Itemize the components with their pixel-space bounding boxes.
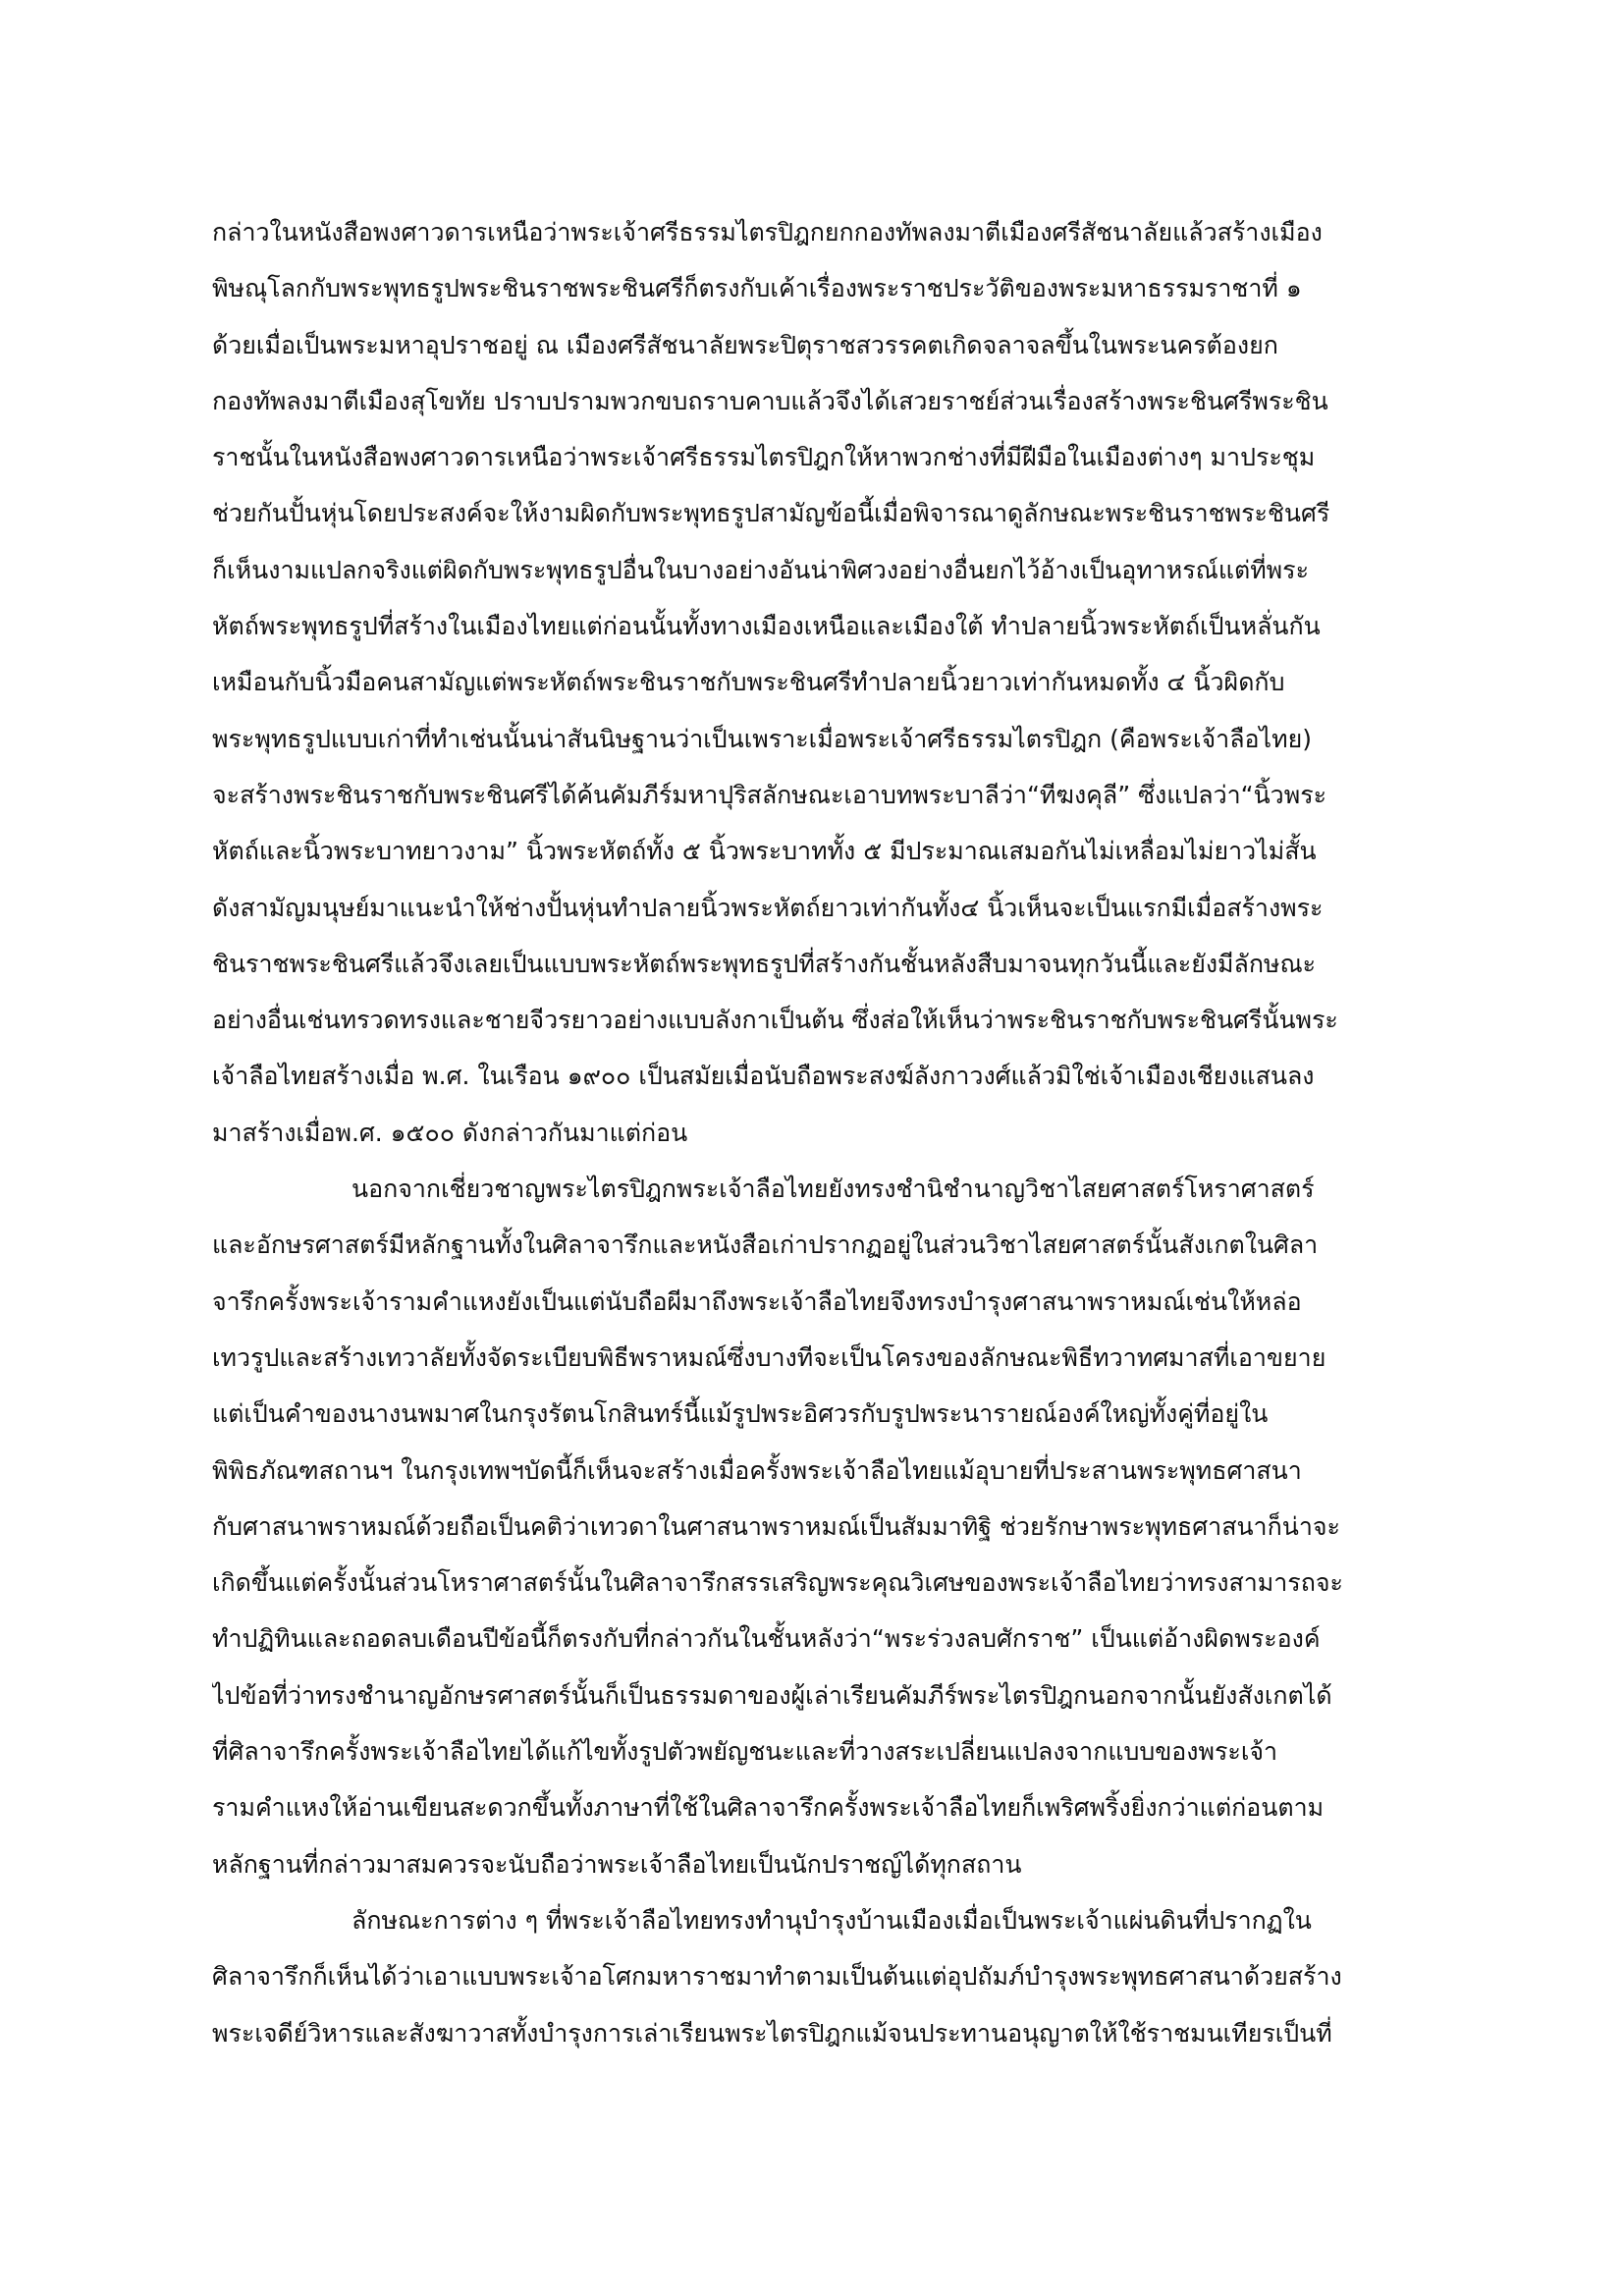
text-line: พระเจดีย์วิหารและสังฆาวาสทั้งบำรุงการเล่าเรียนพระไตรปิฎกแม้จนประทานอนุญาตให้ใช้ราชมนเทียรเป็นที่ — [212, 2018, 1332, 2048]
text-line: เหมือนกับนิ้วมือคนสามัญแต่พระหัตถ์พระชินราชกับพระชินศรีทำปลายนิ้วยาวเท่ากันหมดทั้ง ๔ นิ้วผิดกับ — [212, 668, 1285, 697]
text-line: ทำปฏิทินและถอดลบเดือนปีข้อนี้ก็ตรงกับที่กล่าวกันในชั้นหลังว่า“พระร่วงลบศักราช” เป็นแต่อ้างผิดพระองค์ — [212, 1624, 1321, 1654]
text-line: ดังสามัญมนุษย์มาแนะนำให้ช่างปั้นหุ่นทำปลายนิ้วพระหัตถ์ยาวเท่ากันทั้ง๔ นิ้วเห็นจะเป็นแรกมีเมื่อสร้างพระ — [212, 893, 1324, 922]
text-line: หัตถ์พระพุทธรูปที่สร้างในเมืองไทยแต่ก่อนนั้นทั้งทางเมืองเหนือและเมืองใต้ ทำปลายนิ้วพระหัตถ์เป็นหลั่นกัน — [212, 612, 1321, 641]
text-line: แต่เป็นคำของนางนพมาศในกรุงรัตนโกสินทร์นี้แม้รูปพระอิศวรกับรูปพระนารายณ์องค์ใหญ่ทั้งคู่ที่อยู่ใน — [212, 1399, 1269, 1429]
text-line: ก็เห็นงามแปลกจริงแต่ผิดกับพระพุทธรูปอื่นในบางอย่างอันน่าพิศวงอย่างอื่นยกไว้อ้างเป็นอุทาหรณ์แต่ที่พระ — [212, 555, 1310, 584]
text-line: ไปข้อที่ว่าทรงชำนาญอักษรศาสตร์นั้นก็เป็นธรรมดาของผู้เล่าเรียนคัมภีร์พระไตรปิฎกนอกจากนั้นยังสังเกตได้ — [212, 1680, 1332, 1710]
text-line: อย่างอื่นเช่นทรวดทรงและชายจีวรยาวอย่างแบบลังกาเป็นต้น ซึ่งส่อให้เห็นว่าพระชินราชกับพระชินศรีนั้นพระ — [212, 1006, 1338, 1035]
text-line: ช่วยกันปั้นหุ่นโดยประสงค์จะให้งามผิดกับพระพุทธรูปสามัญข้อนี้เมื่อพิจารณาดูลักษณะพระชินราชพระชินศรี — [212, 499, 1330, 528]
text-line: พิพิธภัณฑสถานฯ ในกรุงเทพฯบัดนี้ก็เห็นจะสร้างเมื่อครั้งพระเจ้าลือไทยแม้อุบายที่ประสานพระพุทธศาสนา — [212, 1455, 1302, 1485]
text-line: กองทัพลงมาตีเมืองสุโขทัย ปราบปรามพวกขบถราบคาบแล้วจึงได้เสวยราชย์ส่วนเรื่องสร้างพระชินศรีพระชิน — [212, 386, 1328, 415]
text-line: เทวรูปและสร้างเทวาลัยทั้งจัดระเบียบพิธีพราหมณ์ซึ่งบางทีจะเป็นโครงของลักษณะพิธีทวาทศมาสที่เอาขยาย — [212, 1342, 1326, 1372]
text-line: พิษณุโลกกับพระพุทธรูปพระชินราชพระชินศรีก็ตรงกับเค้าเรื่องพระราชประวัติของพระมหาธรรมราชาที่ ๑ — [212, 274, 1302, 303]
text-line: กับศาสนาพราหมณ์ด้วยถือเป็นคติว่าเทวดาในศาสนาพราหมณ์เป็นสัมมาทิฐิ ช่วยรักษาพระพุทธศาสนาก็น่าจะ — [212, 1511, 1340, 1541]
text-line: จารึกครั้งพระเจ้ารามคำแหงยังเป็นแต่นับถือผีมาถึงพระเจ้าลือไทยจึงทรงบำรุงศาสนาพราหมณ์เช่นให้หล่อ — [212, 1286, 1302, 1316]
text-line: ราชนั้นในหนังสือพงศาวดารเหนือว่าพระเจ้าศรีธรรมไตรปิฎกให้หาพวกช่างที่มีฝีมือในเมืองต่างๆ มาประชุม — [212, 443, 1316, 472]
text-line: เจ้าลือไทยสร้างเมื่อ พ.ศ. ในเรือน ๑๙๐๐ เป็นสมัยเมื่อนับถือพระสงฆ์ลังกาวงศ์แล้วมิใช่เจ้าเมืองเชียงแสนลง — [212, 1062, 1315, 1091]
text-line: ชินราชพระชินศรีแล้วจึงเลยเป็นแบบพระหัตถ์พระพุทธรูปที่สร้างกันชั้นหลังสืบมาจนทุกวันนี้และยังมีลักษณะ — [212, 949, 1317, 978]
text-line: มาสร้างเมื่อพ.ศ. ๑๕๐๐ ดังกล่าวกันมาแต่ก่อน — [212, 1118, 688, 1147]
text-line: ศิลาจารึกก็เห็นได้ว่าเอาแบบพระเจ้าอโศกมหาราชมาทำตามเป็นต้นแต่อุปถัมภ์บำรุงพระพุทธศาสนาด้วยสร้าง — [212, 1962, 1342, 1992]
text-line: รามคำแหงให้อ่านเขียนสะดวกขึ้นทั้งภาษาที่ใช้ในศิลาจารึกครั้งพระเจ้าลือไทยก็เพริศพริ้งยิ่งกว่าแต่ก่อนตาม — [212, 1793, 1325, 1823]
text-line: กล่าวในหนังสือพงศาวดารเหนือว่าพระเจ้าศรีธรรมไตรปิฎกยกกองทัพลงมาตีเมืองศรีสัชนาลัยแล้วสร้างเมือง — [212, 218, 1323, 246]
paragraph-start-line: นอกจากเชี่ยวชาญพระไตรปิฎกพระเจ้าลือไทยยังทรงชำนิชำนาญวิชาไสยศาสตร์โหราศาสตร์ — [352, 1175, 1315, 1204]
text-line: เกิดขึ้นแต่ครั้งนั้นส่วนโหราศาสตร์นั้นในศิลาจารึกสรรเสริญพระคุณวิเศษของพระเจ้าลือไทยว่าทรงสามารถจะ — [212, 1568, 1343, 1598]
text-line: ที่ศิลาจารึกครั้งพระเจ้าลือไทยได้แก้ไขทั้งรูปตัวพยัญชนะและที่วางสระเปลี่ยนแปลงจากแบบของพระเจ้า — [212, 1737, 1278, 1767]
text-line: และอักษรศาสตร์มีหลักฐานทั้งในศิลาจารึกและหนังสือเก่าปรากฏอยู่ในส่วนวิชาไสยศาสตร์นั้นสังเกตในศิลา — [212, 1230, 1319, 1260]
text-line: พระพุทธรูปแบบเก่าที่ทำเช่นนั้นน่าสันนิษฐานว่าเป็นเพราะเมื่อพระเจ้าศรีธรรมไตรปิฎก (คือพระเจ้าลือไทย) — [212, 724, 1312, 753]
paragraph-start-line: ลักษณะการต่าง ๆ ที่พระเจ้าลือไทยทรงทำนุบำรุงบ้านเมืองเมื่อเป็นพระเจ้าแผ่นดินที่ปรากฏใน — [352, 1905, 1312, 1935]
text-line: หัตถ์และนิ้วพระบาทยาวงาม” นิ้วพระหัตถ์ทั้ง ๕ นิ้วพระบาททั้ง ๕ มีประมาณเสมอกันไม่เหลื่อมไม่ยาวไม่สั้น — [212, 837, 1317, 866]
text-line: หลักฐานที่กล่าวมาสมควรจะนับถือว่าพระเจ้าลือไทยเป็นนักปราชญ์ได้ทุกสถาน — [212, 1849, 1022, 1879]
text-line: จะสร้างพระชินราชกับพระชินศรีได้ค้นคัมภีร์มหาปุริสลักษณะเอาบทพระบาลีว่า“ทีฆงคุลี” ซึ่งแปลว่า“นิ้วพระ — [212, 780, 1327, 809]
body-text — [212, 204, 1422, 2061]
text-line: ด้วยเมื่อเป็นพระมหาอุปราชอยู่ ณ เมืองศรีสัชนาลัยพระปิตุราชสวรรคตเกิดจลาจลขึ้นในพระนครต้องยก — [212, 330, 1278, 359]
